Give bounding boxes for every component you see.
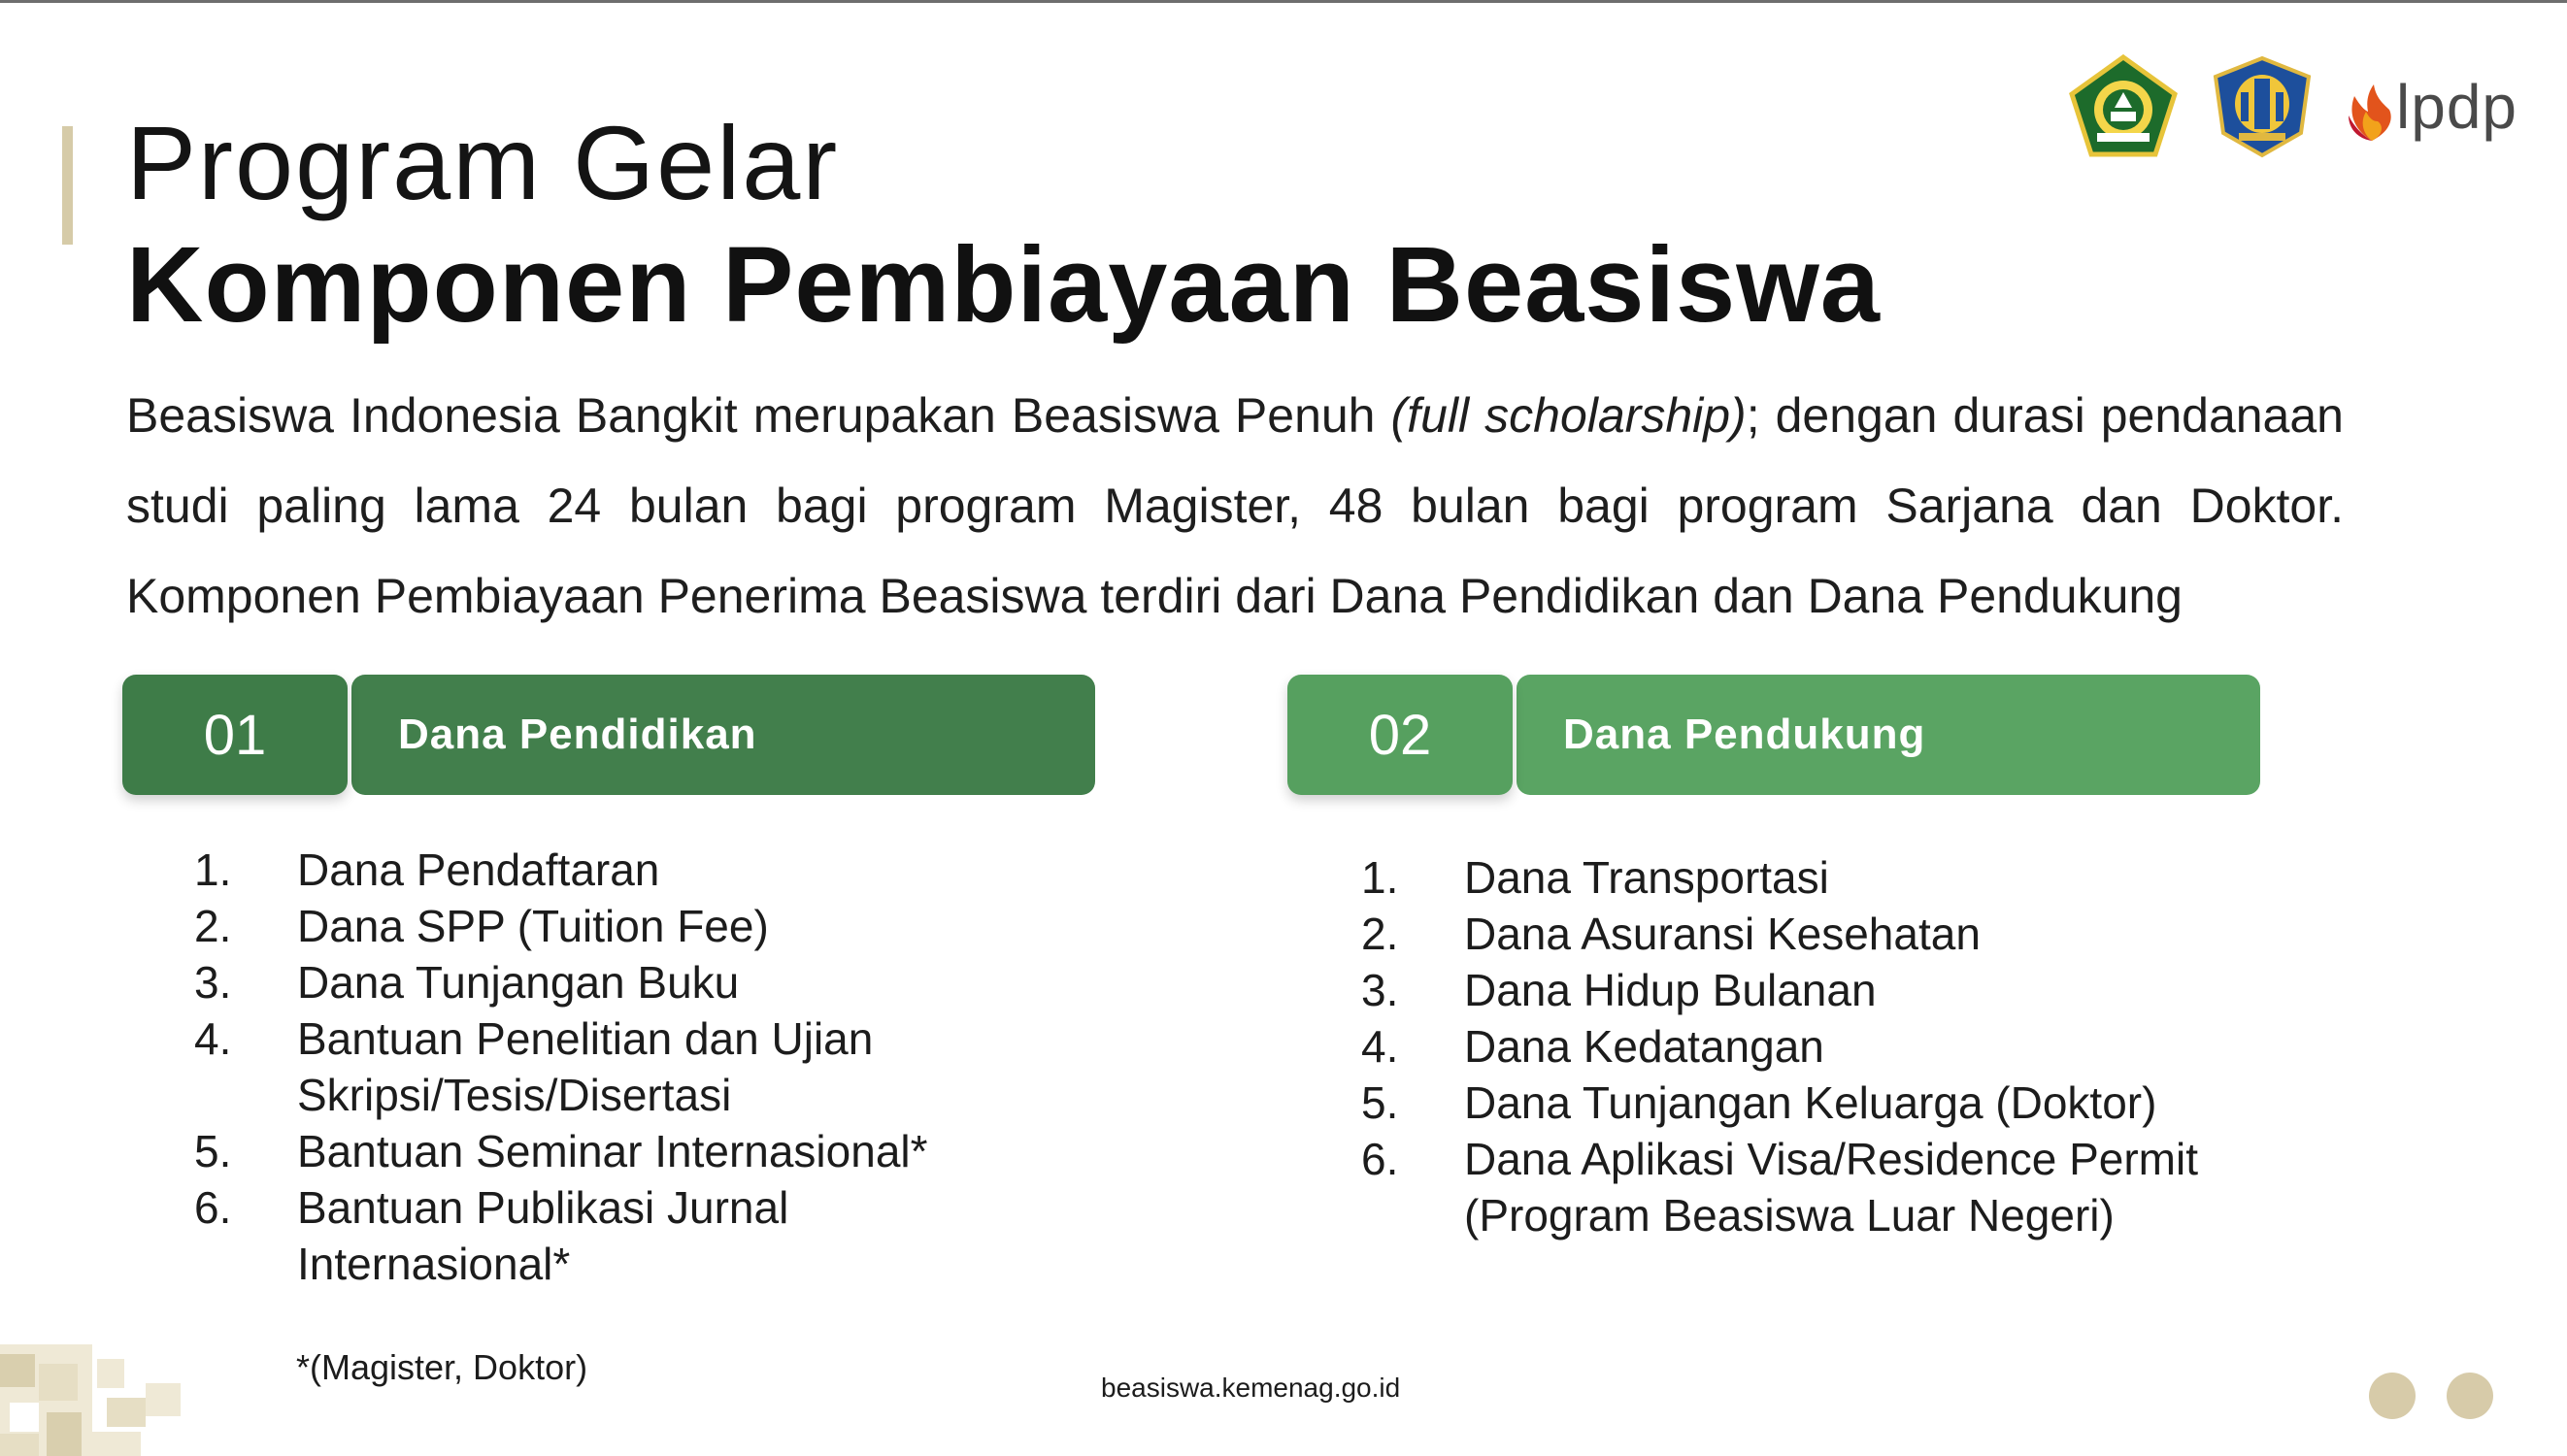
intro-line-1 — [126, 371, 2344, 461]
dana-pendidikan-list — [126, 842, 928, 1292]
list-item-text: Bantuan Publikasi Jurnal — [297, 1182, 789, 1233]
list-item-text-cont: (Program Beasiswa Luar Negeri) — [1464, 1190, 2115, 1241]
list-item-number: 3. — [1361, 965, 1399, 1015]
corner-pattern-decoration — [0, 1344, 184, 1456]
page-subtitle: Program Gelar — [126, 104, 840, 221]
list-item-number: 1. — [194, 844, 232, 895]
list-item — [126, 898, 928, 954]
list-item — [1293, 1018, 2198, 1075]
slide-dot — [2447, 1373, 2493, 1419]
list-item-text: Dana Aplikasi Visa/Residence Permit — [1464, 1134, 2198, 1184]
list-item-number: 6. — [1361, 1134, 1399, 1184]
kemenkeu-logo — [2212, 55, 2313, 158]
list-item — [1293, 849, 2198, 906]
lpdp-flame-icon — [2345, 83, 2399, 143]
list-item-number: 3. — [194, 957, 232, 1008]
section-title-dana-pendukung: Dana Pendukung — [1517, 675, 2260, 795]
list-item-text: Bantuan Seminar Internasional* — [297, 1126, 928, 1176]
intro-italic-term: (full scholarship) — [1390, 388, 1747, 443]
section-title-dana-pendidikan: Dana Pendidikan — [351, 675, 1095, 795]
list-item-text: Dana Tunjangan Keluarga (Doktor) — [1464, 1077, 2157, 1128]
website-url[interactable]: beasiswa.kemenag.go.id — [1101, 1373, 1401, 1403]
lpdp-logo-text: lpdp — [2396, 72, 2517, 142]
list-item — [126, 842, 928, 898]
list-item-number: 4. — [194, 1013, 232, 1064]
list-item — [1293, 1075, 2198, 1131]
intro-line-3: Komponen Pembiayaan Penerima Beasiswa terdiri dari Dana Pendidikan dan Dana Pendukung — [126, 569, 2183, 623]
list-item — [126, 1123, 928, 1179]
section-number-01: 01 — [122, 675, 348, 795]
intro-paragraph — [126, 371, 2344, 642]
logo-group — [2068, 53, 2515, 165]
list-item-number: 1. — [1361, 852, 1399, 903]
intro-line-1-start: Beasiswa Indonesia Bangkit merupakan Beasiswa Penuh — [126, 388, 1391, 443]
intro-line-2: studi paling lama 24 bulan bagi program Magister, 48 bulan bagi program Sarjana dan Doktor. — [126, 479, 2344, 533]
list-item-text: Dana SPP (Tuition Fee) — [297, 901, 769, 951]
list-item-text: Dana Transportasi — [1464, 852, 1829, 903]
slide-dot — [2369, 1373, 2416, 1419]
top-border — [0, 0, 2567, 3]
list-item — [126, 954, 928, 1010]
list-item-text: Dana Tunjangan Buku — [297, 957, 740, 1008]
list-item — [126, 1179, 928, 1292]
list-item-text: Dana Asuransi Kesehatan — [1464, 909, 1981, 959]
list-item-number: 2. — [194, 901, 232, 951]
page-title: Komponen Pembiayaan Beasiswa — [126, 225, 1881, 345]
section-number-02: 02 — [1287, 675, 1513, 795]
list-item — [1293, 962, 2198, 1018]
list-item-number: 4. — [1361, 1021, 1399, 1072]
list-item-text: Bantuan Penelitian dan Ujian — [297, 1013, 874, 1064]
list-item-number: 5. — [1361, 1077, 1399, 1128]
list-item-text-cont: Skripsi/Tesis/Disertasi — [297, 1070, 732, 1120]
slide-dots — [2369, 1373, 2495, 1421]
list-item — [1293, 906, 2198, 962]
list-item-text: Dana Pendaftaran — [297, 844, 660, 895]
list-item — [1293, 1131, 2198, 1243]
intro-line-1-end: ; dengan durasi pendanaan — [1746, 388, 2344, 443]
title-accent-bar — [62, 126, 73, 245]
footnote: *(Magister, Doktor) — [296, 1347, 588, 1387]
list-item-text-cont: Internasional* — [297, 1239, 571, 1289]
section-dana-pendukung-header — [1287, 675, 2260, 795]
list-item — [126, 1010, 928, 1123]
list-item-number: 5. — [194, 1126, 232, 1176]
list-item-text: Dana Kedatangan — [1464, 1021, 1824, 1072]
kemenag-logo — [2068, 53, 2180, 160]
list-item-number: 2. — [1361, 909, 1399, 959]
section-dana-pendidikan-header — [122, 675, 1095, 795]
list-item-number: 6. — [194, 1182, 232, 1233]
dana-pendukung-list — [1293, 849, 2198, 1243]
list-item-text: Dana Hidup Bulanan — [1464, 965, 1877, 1015]
